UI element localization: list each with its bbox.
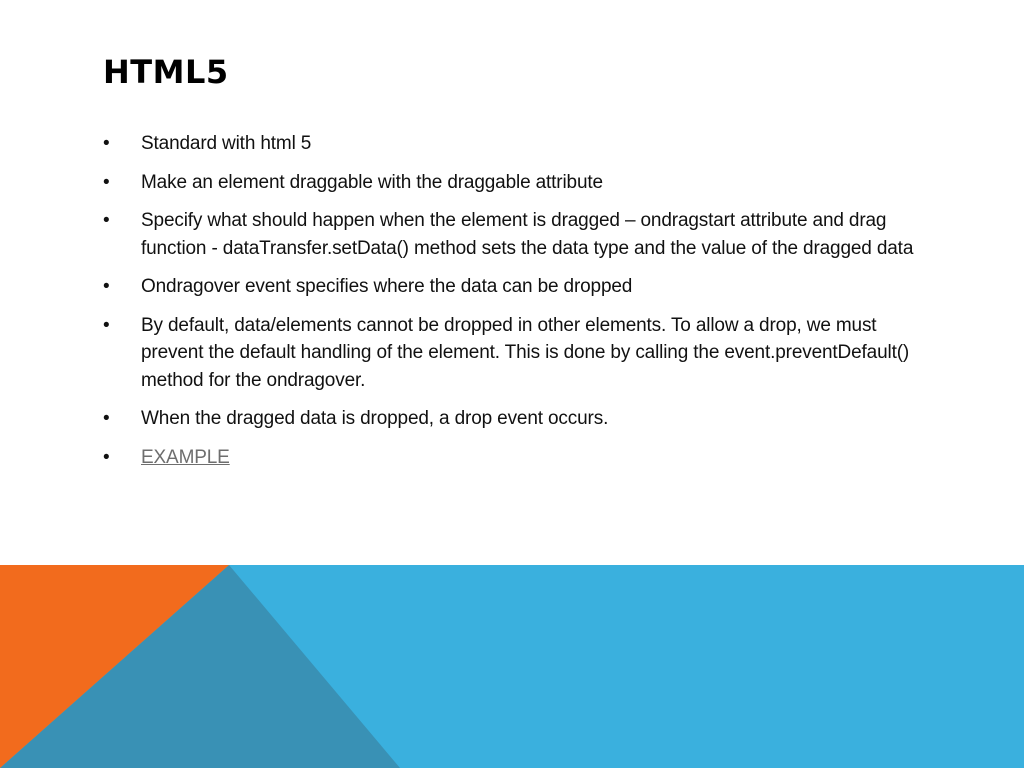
bullet-item bbox=[103, 444, 923, 472]
bullet-text: Specify what should happen when the element is dragged – ondragstart attribute and drag function - dataTransfer.setData() method sets the data type and the value of the dragged data bbox=[141, 210, 914, 259]
bullet-marker: • bbox=[103, 210, 110, 231]
bullet-item bbox=[103, 169, 923, 197]
bullet-marker: • bbox=[103, 408, 110, 429]
bullet-item bbox=[103, 273, 923, 301]
bullet-item bbox=[103, 405, 923, 433]
bullet-item bbox=[103, 130, 923, 158]
bullet-marker: • bbox=[103, 171, 110, 193]
bullet-marker: • bbox=[103, 133, 110, 154]
bullet-marker: • bbox=[103, 314, 110, 336]
bullet-text bbox=[141, 444, 923, 472]
bullet-item bbox=[103, 312, 923, 395]
example-link[interactable]: EXAMPLE bbox=[141, 446, 230, 468]
bullet-text: When the dragged data is dropped, a drop event occurs. bbox=[141, 408, 609, 429]
decorative-band bbox=[0, 565, 1024, 768]
slide-title: HTML5 bbox=[103, 53, 229, 91]
bullet-text: By default, data/elements cannot be dropped in other elements. To allow a drop, we must prevent the default handling of the element. This is done by calling the event.preventDefault() method for the ondragover. bbox=[141, 314, 910, 391]
bullet-marker: • bbox=[103, 446, 110, 468]
bullet-marker: • bbox=[103, 276, 110, 297]
bullet-text: Make an element draggable with the draggable attribute bbox=[141, 171, 603, 193]
bullet-text: Ondragover event specifies where the data can be dropped bbox=[141, 276, 633, 297]
bullet-item bbox=[103, 207, 923, 262]
bullet-list bbox=[103, 130, 923, 482]
bullet-text: Standard with html 5 bbox=[141, 133, 312, 154]
